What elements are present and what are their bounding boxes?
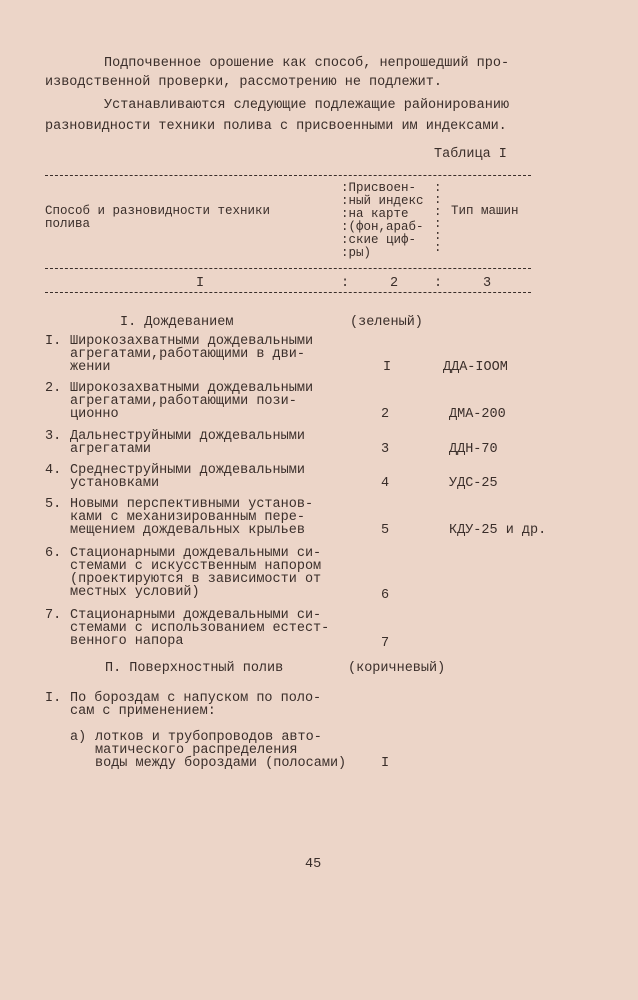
column-number: 2 xyxy=(390,276,399,291)
item-text: Дальнеструйными дождевальными xyxy=(70,429,305,444)
item-index: I xyxy=(383,360,392,375)
item-text: воды между бороздами (полосами) xyxy=(95,756,347,771)
item-text: стемами с использованием естест- xyxy=(70,621,330,636)
section-title: П. Поверхностный полив xyxy=(105,661,284,676)
item-text: Стационарными дождевальными си- xyxy=(70,546,322,561)
item-machine: УДС-25 xyxy=(449,476,498,491)
header-index: :ры) xyxy=(341,246,372,260)
column-number: 3 xyxy=(483,276,492,291)
item-text: установками xyxy=(70,476,160,491)
item-text: местных условий) xyxy=(70,585,200,600)
item-machine: ДМА-200 xyxy=(449,407,506,422)
item-number: I. xyxy=(45,334,62,349)
item-machine: ДДА-IOOM xyxy=(443,360,508,375)
item-text: матического распределения xyxy=(95,743,298,758)
colnums-rule xyxy=(45,292,531,293)
item-index: 5 xyxy=(381,523,390,538)
item-number: 2. xyxy=(45,381,62,396)
item-text: лотков и трубопроводов авто- xyxy=(95,730,322,745)
item-text: Стационарными дождевальными си- xyxy=(70,608,322,623)
item-index: 7 xyxy=(381,636,390,651)
column-separator: : xyxy=(434,276,443,291)
header-method: полива xyxy=(45,217,91,231)
item-number: 5. xyxy=(45,497,62,512)
table-title: Таблица I xyxy=(434,147,507,162)
item-text: ками с механизированным пере- xyxy=(70,510,305,525)
column-separator: : : : : : : xyxy=(434,181,442,255)
header-bottom-rule xyxy=(45,268,531,269)
item-index: 6 xyxy=(381,588,390,603)
item-text: По бороздам с напуском по поло- xyxy=(70,691,322,706)
item-number: а) xyxy=(70,730,87,745)
section-title: I. Дождеванием xyxy=(120,315,234,330)
header-index: :(фон,араб- xyxy=(341,220,424,234)
header-index: :ские циф- xyxy=(341,233,417,247)
item-text: (проектируются в зависимости от xyxy=(70,572,322,587)
item-text: агрегатами xyxy=(70,442,152,457)
item-text: агрегатами,работающими в дви- xyxy=(70,347,305,362)
column-number: I xyxy=(196,276,205,291)
header-method: Способ и разновидности техники xyxy=(45,204,271,218)
page-number: 45 xyxy=(305,857,322,872)
item-machine: ДДН-70 xyxy=(449,442,498,457)
section-color: (коричневый) xyxy=(348,661,446,676)
item-number: 7. xyxy=(45,608,62,623)
intro-line: разновидности техники полива с присвоенными им индексами. xyxy=(45,119,507,134)
intro-line: Устанавливаются следующие подлежащие районированию xyxy=(104,98,510,113)
header-index: :Присвоен- xyxy=(341,181,417,195)
item-text: венного напора xyxy=(70,634,184,649)
item-number: 3. xyxy=(45,429,62,444)
column-separator: : xyxy=(341,276,350,291)
item-text: стемами с искусственным напором xyxy=(70,559,322,574)
item-text: агрегатами,работающими пози- xyxy=(70,394,297,409)
header-index: :ный индекс xyxy=(341,194,424,208)
header-index: :на карте xyxy=(341,207,409,221)
item-text: мещением дождевальных крыльев xyxy=(70,523,305,538)
item-number: I. xyxy=(45,691,62,706)
intro-line: изводственной проверки, рассмотрению не подлежит. xyxy=(45,75,442,90)
section-color: (зеленый) xyxy=(350,315,423,330)
item-text: Широкозахватными дождевальными xyxy=(70,334,314,349)
item-index: 4 xyxy=(381,476,390,491)
item-text: Новыми перспективными установ- xyxy=(70,497,314,512)
item-machine: КДУ-25 и др. xyxy=(449,523,547,538)
intro-line: Подпочвенное орошение как способ, непрошедший про- xyxy=(104,56,510,71)
item-text: сам с применением: xyxy=(70,704,216,719)
item-index: I xyxy=(381,756,390,771)
item-index: 2 xyxy=(381,407,390,422)
item-text: ционно xyxy=(70,407,119,422)
item-text: Среднеструйными дождевальными xyxy=(70,463,305,478)
header-machine-type: Тип машин xyxy=(451,204,519,218)
table-top-rule xyxy=(45,175,531,176)
item-text: Широкозахватными дождевальными xyxy=(70,381,314,396)
item-number: 4. xyxy=(45,463,62,478)
item-number: 6. xyxy=(45,546,62,561)
item-index: 3 xyxy=(381,442,390,457)
item-text: жении xyxy=(70,360,111,375)
